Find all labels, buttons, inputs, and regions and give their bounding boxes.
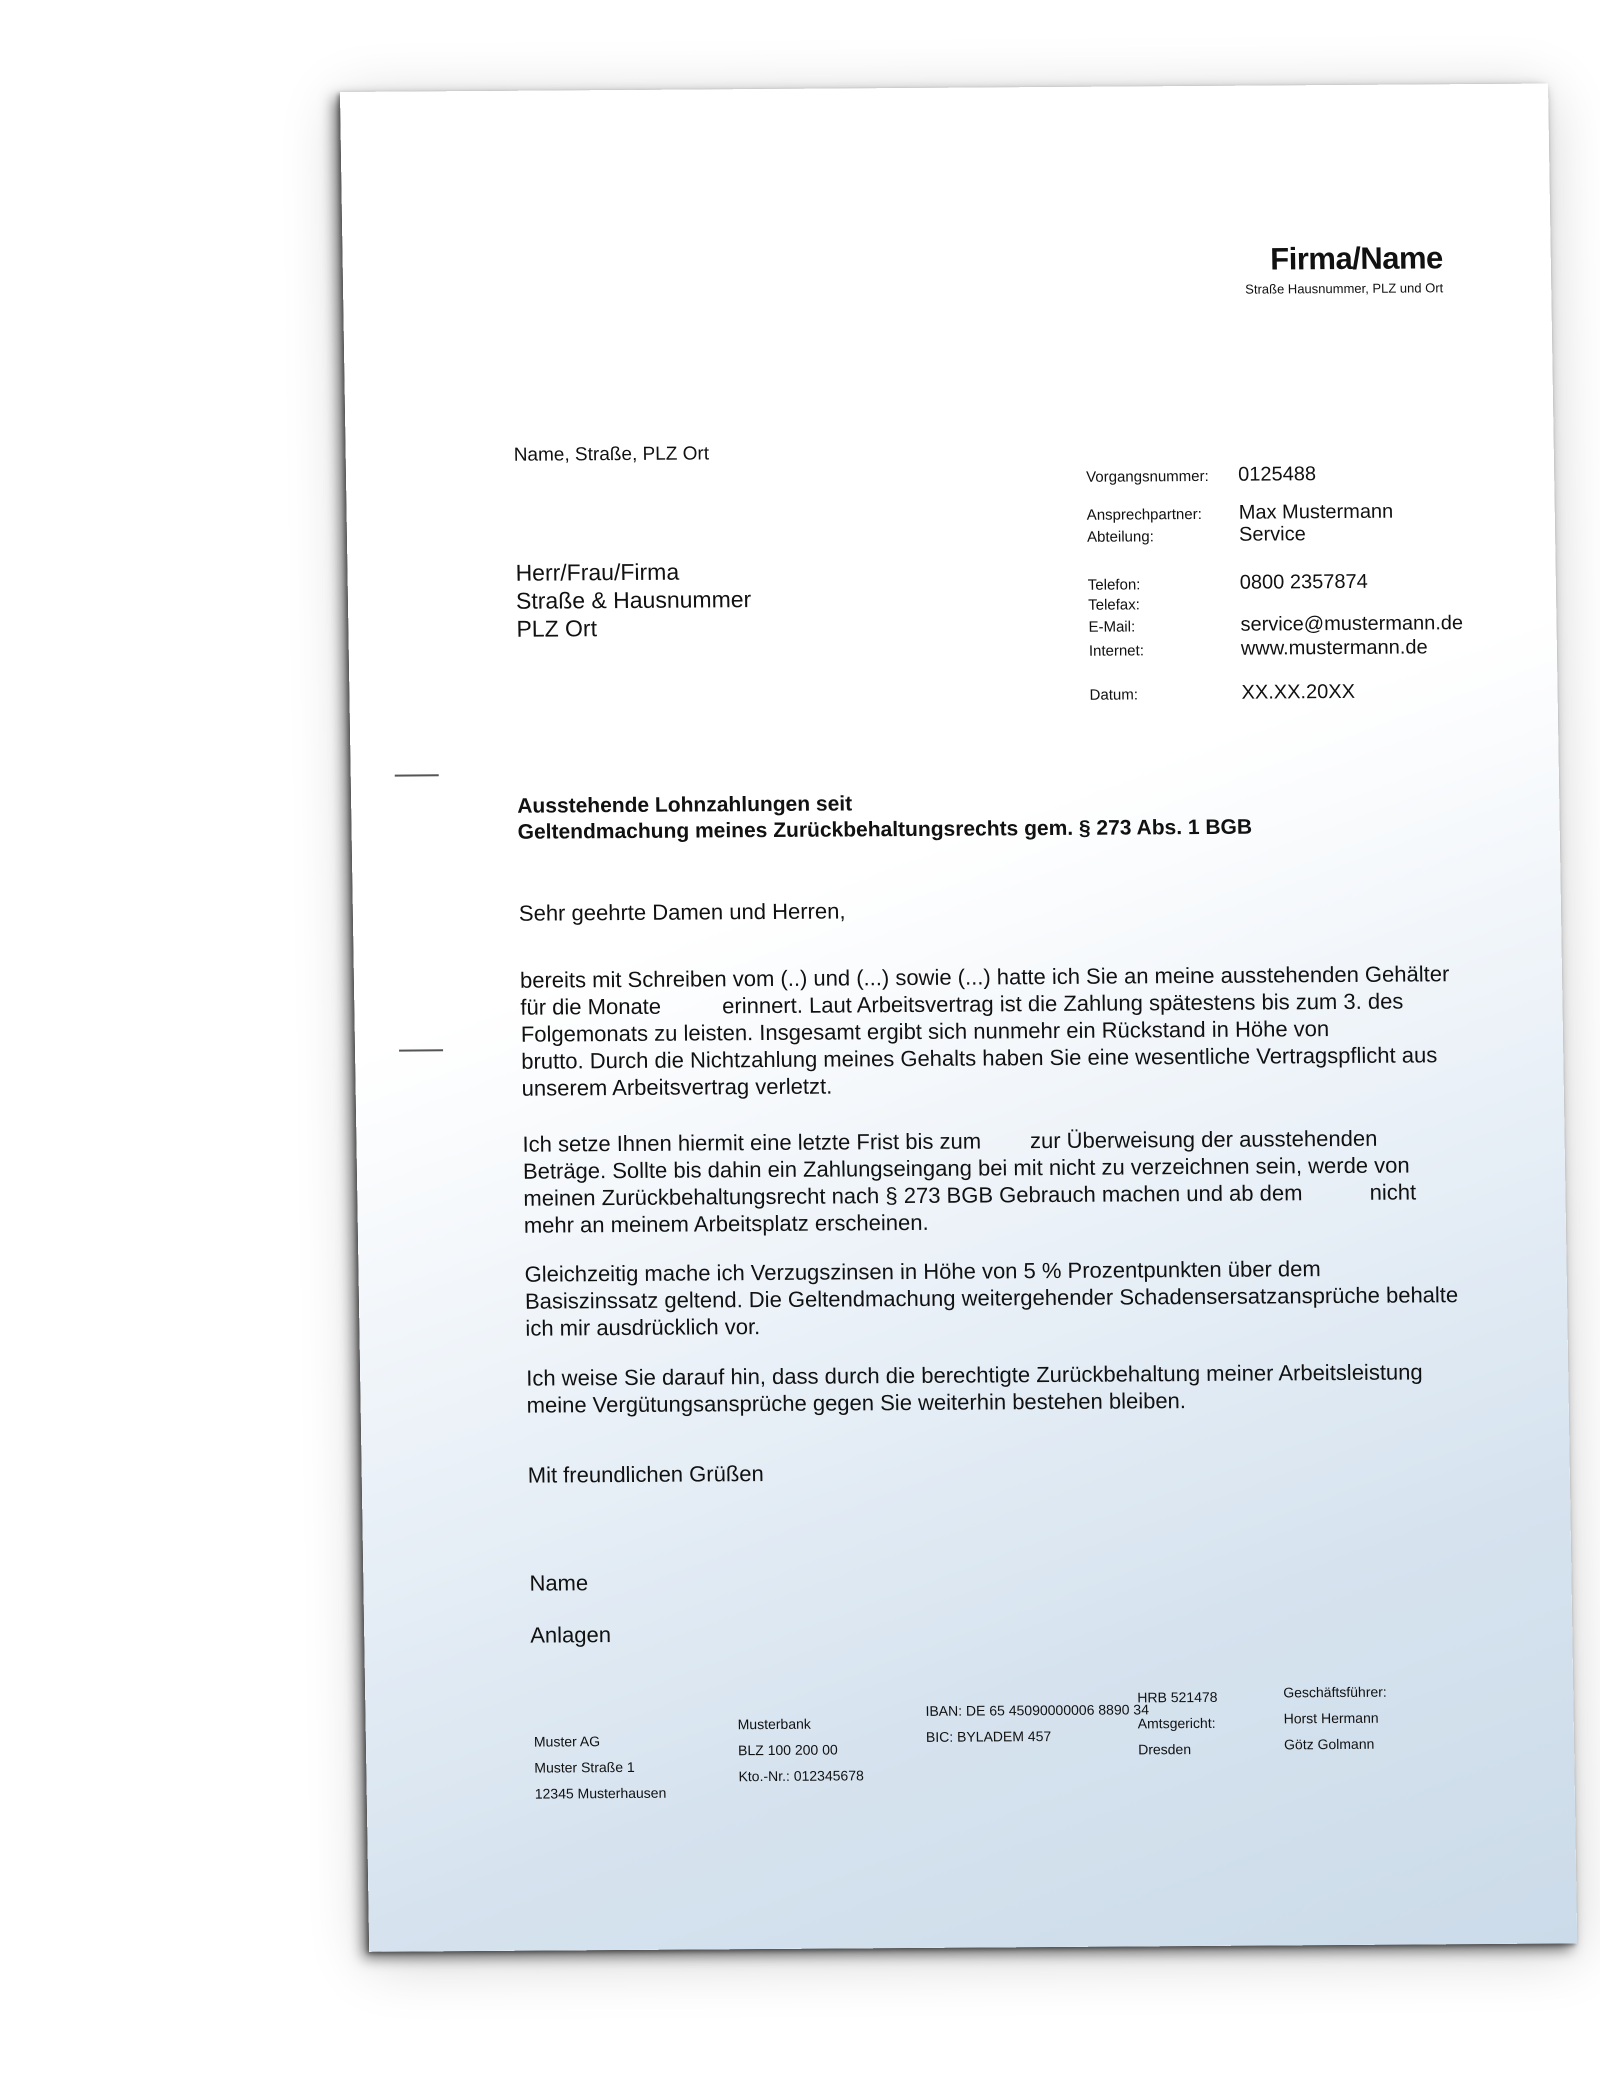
paragraph-line: meine Vergütungsansprüche gegen Sie weiterhin bestehen bleiben. bbox=[526, 1388, 1187, 1418]
email-label: E-Mail: bbox=[1088, 618, 1136, 636]
attachments: Anlagen bbox=[530, 1622, 612, 1648]
info-row-web bbox=[1088, 636, 1489, 660]
footer-management bbox=[1283, 1679, 1388, 1758]
fold-mark-top bbox=[395, 774, 439, 776]
footer-line: BIC: BYLADEM 457 bbox=[925, 1728, 1052, 1745]
recipient-address bbox=[515, 557, 752, 643]
paragraph-line: mehr an meinem Arbeitsplatz erscheinen. bbox=[523, 1209, 929, 1238]
paragraph-line: ich mir ausdrücklich vor. bbox=[525, 1314, 761, 1341]
paragraph-line: Beträge. Sollte bis dahin ein Zahlungseingang bei mit nicht zu verzeichnen sein, werde von bbox=[522, 1152, 1410, 1184]
footer-line: Horst Hermann bbox=[1283, 1709, 1379, 1727]
contact-label: Ansprechpartner: bbox=[1086, 505, 1202, 524]
paragraph-line: unserem Arbeitsvertrag verletzt. bbox=[521, 1073, 833, 1101]
return-address: Name, Straße, PLZ Ort bbox=[513, 443, 710, 466]
web-value[interactable]: www.mustermann.de bbox=[1240, 636, 1428, 660]
recipient-line-1: Herr/Frau/Firma bbox=[515, 558, 680, 586]
footer-company bbox=[534, 1728, 667, 1807]
paragraph-1 bbox=[520, 960, 1482, 1102]
paragraph-4 bbox=[526, 1358, 1487, 1419]
info-row-date bbox=[1089, 680, 1489, 704]
footer-line: Muster AG bbox=[533, 1733, 601, 1750]
department-value: Service bbox=[1238, 523, 1306, 546]
footer-line: IBAN: DE 65 45090000006 8890 34 bbox=[925, 1701, 1150, 1719]
paragraph-line: Ich weise Sie darauf hin, dass durch die berechtigte Zurückbehaltung meiner Arbeitsleistung bbox=[526, 1359, 1423, 1391]
footer-line: Dresden bbox=[1138, 1741, 1192, 1758]
footer-iban bbox=[925, 1696, 1149, 1750]
footer-line: Geschäftsführer: bbox=[1283, 1683, 1387, 1701]
paragraph-line: bereits mit Schreiben vom (..) und (...) sowie (...) hatte ich Sie an meine ausstehenden Gehälter bbox=[519, 961, 1450, 993]
footer-line: Götz Golmann bbox=[1283, 1735, 1375, 1753]
paragraph-line: meinen Zurückbehaltungsrecht nach § 273 BGB Gebrauch machen und ab dem nicht bbox=[523, 1179, 1417, 1211]
email-value[interactable]: service@mustermann.de bbox=[1240, 612, 1464, 636]
footer-line: Musterbank bbox=[737, 1715, 811, 1733]
info-row-case bbox=[1086, 462, 1486, 486]
info-row-contact bbox=[1086, 500, 1487, 524]
sender-name: Firma/Name bbox=[1269, 240, 1444, 277]
department-label: Abteilung: bbox=[1086, 528, 1154, 546]
paragraph-line: Gleichzeitig mache ich Verzugszinsen in Höhe von 5 % Prozentpunkten über dem bbox=[524, 1256, 1321, 1287]
recipient-line-2: Straße & Hausnummer bbox=[515, 586, 752, 614]
footer-register bbox=[1137, 1684, 1218, 1763]
subject bbox=[517, 789, 1252, 846]
fax-label: Telefax: bbox=[1088, 596, 1140, 614]
footer-line: HRB 521478 bbox=[1137, 1688, 1218, 1706]
footer-line: Muster Straße 1 bbox=[534, 1758, 635, 1776]
footer-line: Kto.-Nr.: 012345678 bbox=[738, 1767, 864, 1785]
paragraph-line: Ich setze Ihnen hiermit eine letzte Frist bis zum zur Überweisung der ausstehenden bbox=[522, 1125, 1378, 1157]
closing: Mit freundlichen Grüßen bbox=[527, 1461, 764, 1488]
paragraph-line: brutto. Durch die Nichtzahlung meines Gehalts haben Sie eine wesentliche Vertragspflicht aus bbox=[521, 1042, 1438, 1074]
footer-bank bbox=[737, 1710, 864, 1789]
footer-line: 12345 Musterhausen bbox=[534, 1784, 667, 1802]
sender-address: Straße Hausnummer, PLZ und Ort bbox=[1245, 280, 1444, 297]
paragraph-line: Folgemonats zu leisten. Insgesamt ergibt sich nunmehr ein Rückstand in Höhe von bbox=[520, 1016, 1330, 1047]
paragraph-3 bbox=[524, 1254, 1485, 1342]
recipient-line-3: PLZ Ort bbox=[516, 615, 598, 642]
case-number-label: Vorgangsnummer: bbox=[1086, 467, 1209, 486]
date-value: XX.XX.20XX bbox=[1241, 680, 1356, 704]
date-label: Datum: bbox=[1089, 686, 1139, 704]
case-number-value: 0125488 bbox=[1237, 463, 1317, 486]
subject-line-2: Geltendmachung meines Zurückbehaltungsrechts gem. § 273 Abs. 1 BGB bbox=[517, 815, 1253, 844]
phone-label: Telefon: bbox=[1087, 576, 1141, 594]
subject-line-1: Ausstehende Lohnzahlungen seit bbox=[517, 792, 853, 818]
footer-line: Amtsgericht: bbox=[1137, 1714, 1216, 1732]
phone-value: 0800 2357874 bbox=[1239, 570, 1368, 594]
signature-name: Name bbox=[529, 1570, 589, 1596]
footer-line: BLZ 100 200 00 bbox=[737, 1741, 838, 1759]
paragraph-2 bbox=[522, 1124, 1484, 1239]
contact-value: Max Mustermann bbox=[1238, 500, 1394, 524]
letter-page bbox=[340, 84, 1577, 1952]
paragraph-line: für die Monate erinnert. Laut Arbeitsvertrag ist die Zahlung spätestens bis zum 3. des bbox=[520, 988, 1404, 1020]
salutation: Sehr geehrte Damen und Herren, bbox=[518, 898, 846, 926]
paragraph-line: Basiszinssatz geltend. Die Geltendmachung weitergehender Schadensersatzansprüche behalte bbox=[524, 1282, 1459, 1314]
fold-mark-middle bbox=[399, 1049, 443, 1051]
web-label: Internet: bbox=[1088, 642, 1145, 660]
info-row-phone bbox=[1087, 570, 1488, 594]
